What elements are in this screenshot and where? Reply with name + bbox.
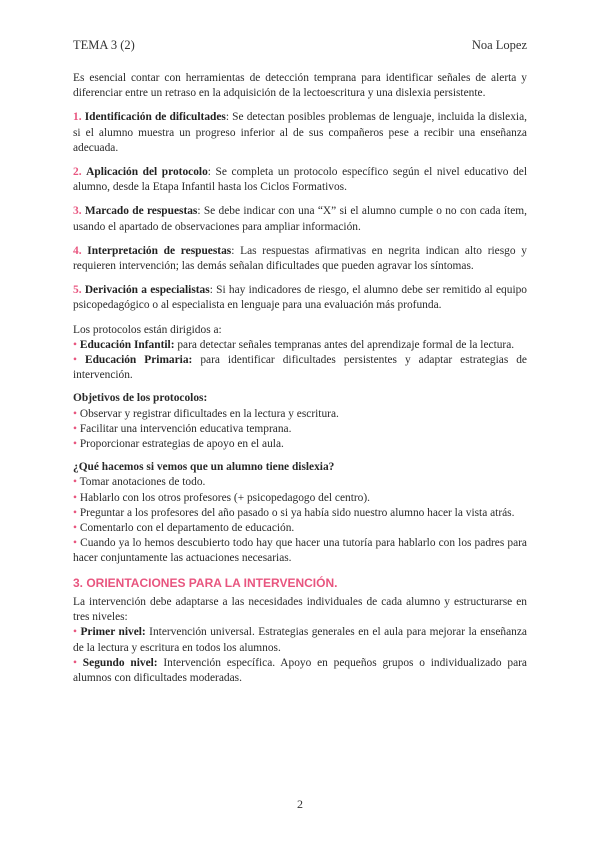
objective-item <box>73 422 527 437</box>
protocol-title: Educación Primaria: <box>85 354 193 367</box>
step-text: : Se debe indicar con una “X” si el alumno cumple o no con cada ítem, usando el apartado de observaciones para ampliar información. <box>73 205 527 233</box>
level-text: Intervención específica. Apoyo en pequeños grupos o individualizado para alumnos con dificultades moderadas. <box>73 656 527 684</box>
objective-item <box>73 437 527 452</box>
step-title: Interpretación de respuestas <box>87 244 232 257</box>
action-item <box>73 536 527 566</box>
protocol-item <box>73 353 527 383</box>
bullet-mark: • <box>73 476 77 489</box>
step-title: Identificación de dificultades <box>84 111 226 124</box>
level-title: Segundo nivel: <box>82 656 158 669</box>
bullet-mark: • <box>73 338 77 351</box>
header-author: Noa Lopez <box>471 38 527 52</box>
protocol-title: Educación Infantil: <box>79 338 175 351</box>
section-title: 3. ORIENTACIONES PARA LA INTERVENCIÓN. <box>73 575 338 590</box>
level-text: Intervención universal. Estrategias generales en el aula para mejorar la enseñanza de la lectura y escritura en todos los alumnos. <box>73 626 527 654</box>
bullet-mark: • <box>73 491 77 504</box>
bullet-mark: • <box>73 626 77 639</box>
action-text: Tomar anotaciones de todo. <box>77 476 206 489</box>
page-header <box>73 38 527 54</box>
action-item <box>73 491 527 506</box>
step-item <box>73 283 527 313</box>
step-item <box>73 204 527 234</box>
bullet-mark: • <box>73 522 77 535</box>
bullet-mark: • <box>73 656 77 669</box>
step-title: Marcado de respuestas <box>84 205 198 218</box>
step-text: : Se detectan posibles problemas de lenguaje, incluida la dislexia, si el alumno muestra un progreso inferior al de sus compañeros pese a recibir una enseñanza adecuada. <box>73 111 527 154</box>
level-title: Primer nivel: <box>80 626 146 639</box>
protocol-text: para detectar señales tempranas antes del aprendizaje formal de la lectura. <box>174 338 515 351</box>
objective-text: Facilitar una intervención educativa temprana. <box>77 422 292 435</box>
bullet-mark: • <box>73 537 77 550</box>
bullet-mark: • <box>73 506 77 519</box>
bullet-mark: • <box>73 354 77 367</box>
section-intro: La intervención debe adaptarse a las necesidades individuales de cada alumno y estructurarse en tres niveles: <box>73 595 527 624</box>
step-title: Derivación a especialistas <box>84 284 210 297</box>
intro-paragraph: Es esencial contar con herramientas de detección temprana para identificar señales de alerta y diferenciar entre un retraso en la adquisición de la lectoescritura y una dislexia persistente. <box>73 72 527 100</box>
step-text: : Se completa un protocolo específico según el nivel educativo del alumno, desde la Etapa Infantil hasta los Ciclos Formativos. <box>73 166 528 194</box>
bullet-mark: • <box>73 422 77 435</box>
step-text: : Las respuestas afirmativas en negrita indican alto riesgo y requieren intervención; las demás señalan dificultades que pueden agravar los síntomas. <box>73 244 527 273</box>
objectives-heading: Objetivos de los protocolos: <box>73 392 208 405</box>
objective-item <box>73 407 527 422</box>
step-item <box>73 244 527 274</box>
page-number: 2 <box>297 797 303 811</box>
protocol-text: para identificar dificultades persistentes y adaptar estrategias de intervención. <box>73 354 527 382</box>
action-text: Cuando ya lo hemos descubierto todo hay que hacer una tutoría para hablarlo con los padres para hacer conjuntamente las actuaciones necesarias. <box>73 537 527 565</box>
action-text: Comentarlo con el departamento de educación. <box>77 522 295 535</box>
action-text: Hablarlo con los otros profesores (+ psicopedagogo del centro). <box>77 491 371 504</box>
step-number: 3. <box>73 205 82 218</box>
dyslexia-heading: ¿Qué hacemos si vemos que un alumno tiene dislexia? <box>73 461 335 474</box>
protocols-intro: Los protocolos están dirigidos a: <box>73 323 222 336</box>
step-number: 2. <box>73 166 82 179</box>
objective-text: Observar y registrar dificultades en la lectura y escritura. <box>77 407 339 420</box>
action-item <box>73 521 527 536</box>
step-item <box>73 110 527 156</box>
step-title: Aplicación del protocolo <box>86 166 208 179</box>
step-number: 1. <box>73 111 82 124</box>
protocol-item <box>73 338 527 353</box>
bullet-mark: • <box>73 407 77 420</box>
step-item <box>73 165 527 195</box>
objective-text: Proporcionar estrategias de apoyo en el aula. <box>77 438 284 451</box>
document-body <box>73 71 527 686</box>
level-item <box>73 625 527 655</box>
action-text: Preguntar a los profesores del año pasado o si ya había sido nuestro alumno hacer la vista atrás. <box>77 506 515 519</box>
step-number: 5. <box>73 284 82 297</box>
step-text: : Si hay indicadores de riesgo, el alumno debe ser remitido al equipo psicopedagógico o al especialista en lenguaje para una evaluación más profunda. <box>73 284 527 312</box>
level-item <box>73 656 527 686</box>
action-item <box>73 506 527 521</box>
action-item <box>73 475 527 490</box>
bullet-mark: • <box>73 438 77 451</box>
header-topic: TEMA 3 (2) <box>73 38 135 52</box>
step-number: 4. <box>73 244 82 257</box>
